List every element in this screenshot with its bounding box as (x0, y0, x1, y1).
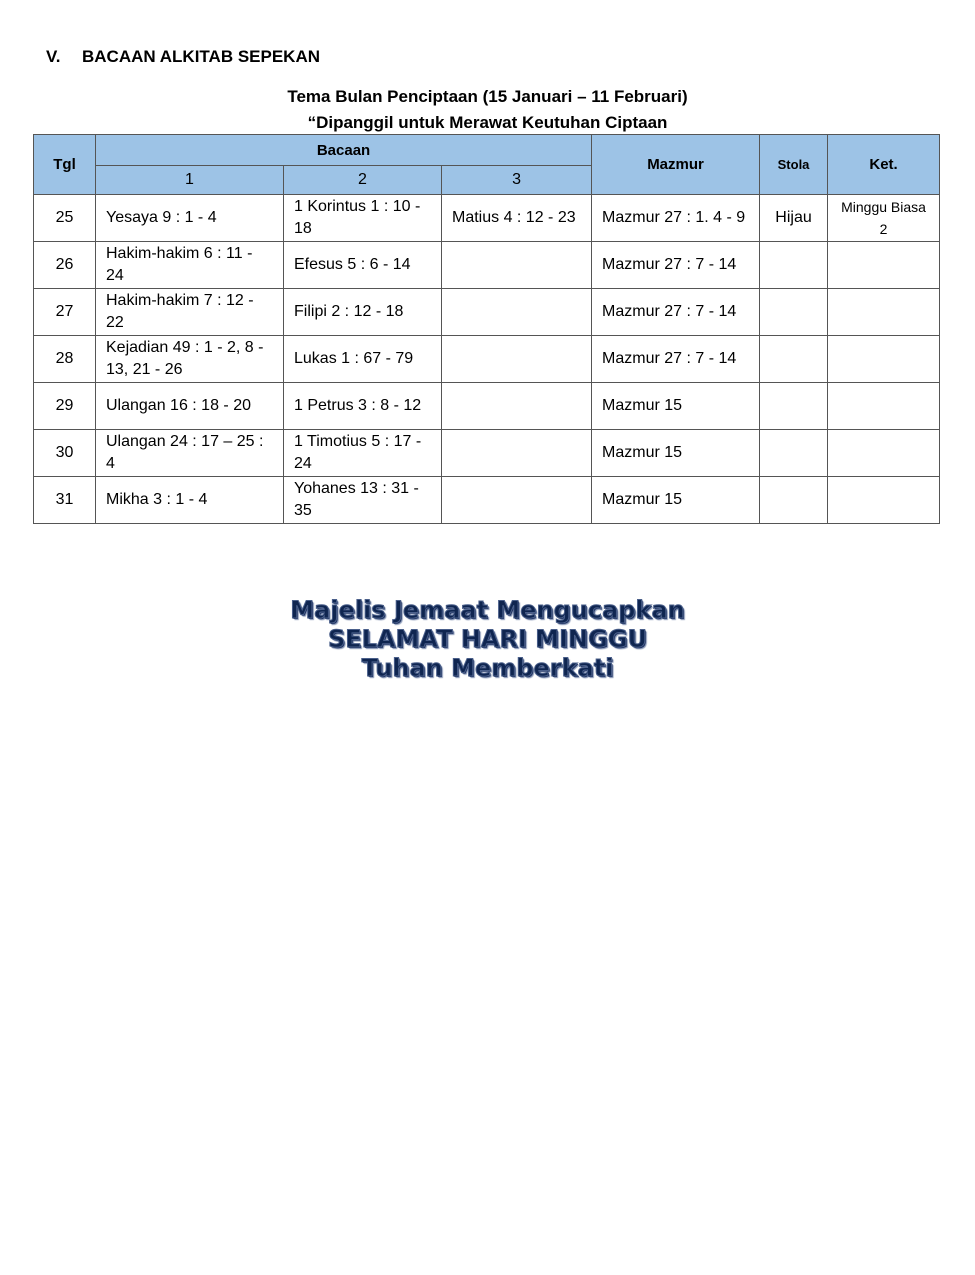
table-row (34, 477, 940, 524)
header-bacaan: Bacaan (96, 135, 592, 166)
header-tgl: Tgl (34, 135, 96, 195)
cell-bacaan-1: Hakim-hakim 6 : 11 - 24 (96, 242, 284, 289)
readings-table (33, 134, 940, 524)
cell-ket (828, 383, 940, 430)
header-bacaan-2: 2 (284, 166, 442, 195)
cell-tgl: 27 (34, 289, 96, 336)
cell-mazmur: Mazmur 27 : 7 - 14 (592, 242, 760, 289)
cell-stola (760, 477, 828, 524)
greeting-line-3: Tuhan Memberkati (361, 654, 614, 682)
cell-bacaan-2: Yohanes 13 : 31 - 35 (284, 477, 442, 524)
cell-stola (760, 289, 828, 336)
cell-ket (828, 430, 940, 477)
table-row (34, 242, 940, 289)
section-title: BACAAN ALKITAB SEPEKAN (82, 47, 320, 66)
cell-bacaan-2: 1 Korintus 1 : 10 - 18 (284, 195, 442, 242)
cell-bacaan-2: 1 Petrus 3 : 8 - 12 (284, 383, 442, 430)
table-row (34, 336, 940, 383)
cell-tgl: 25 (34, 195, 96, 242)
theme-title: Tema Bulan Penciptaan (15 Januari – 11 Februari) (287, 87, 688, 106)
cell-stola (760, 430, 828, 477)
cell-tgl: 29 (34, 383, 96, 430)
cell-stola (760, 336, 828, 383)
cell-bacaan-1: Ulangan 16 : 18 - 20 (96, 383, 284, 430)
cell-bacaan-2: Efesus 5 : 6 - 14 (284, 242, 442, 289)
cell-ket (828, 336, 940, 383)
header-stola: Stola (760, 135, 828, 195)
greeting-line-1: Majelis Jemaat Mengucapkan (290, 596, 685, 624)
header-bacaan-1: 1 (96, 166, 284, 195)
header-mazmur: Mazmur (592, 135, 760, 195)
cell-bacaan-1: Hakim-hakim 7 : 12 - 22 (96, 289, 284, 336)
table-row (34, 289, 940, 336)
cell-bacaan-3 (442, 289, 592, 336)
cell-bacaan-3 (442, 336, 592, 383)
cell-stola (760, 242, 828, 289)
cell-bacaan-1: Yesaya 9 : 1 - 4 (96, 195, 284, 242)
section-heading (46, 47, 320, 67)
greeting-line-2: SELAMAT HARI MINGGU (327, 625, 648, 653)
cell-mazmur: Mazmur 15 (592, 477, 760, 524)
section-number: V. (46, 47, 61, 66)
cell-bacaan-2: 1 Timotius 5 : 17 - 24 (284, 430, 442, 477)
cell-stola: Hijau (760, 195, 828, 242)
cell-mazmur: Mazmur 27 : 7 - 14 (592, 336, 760, 383)
cell-bacaan-3 (442, 430, 592, 477)
table-row (34, 383, 940, 430)
cell-tgl: 26 (34, 242, 96, 289)
cell-mazmur: Mazmur 27 : 1. 4 - 9 (592, 195, 760, 242)
cell-bacaan-1: Mikha 3 : 1 - 4 (96, 477, 284, 524)
cell-tgl: 30 (34, 430, 96, 477)
header-bacaan-3: 3 (442, 166, 592, 195)
cell-tgl: 31 (34, 477, 96, 524)
cell-mazmur: Mazmur 15 (592, 383, 760, 430)
cell-tgl: 28 (34, 336, 96, 383)
cell-bacaan-3 (442, 242, 592, 289)
cell-bacaan-3 (442, 383, 592, 430)
cell-bacaan-1: Ulangan 24 : 17 – 25 : 4 (96, 430, 284, 477)
cell-ket (828, 242, 940, 289)
cell-bacaan-3: Matius 4 : 12 - 23 (442, 195, 592, 242)
cell-stola (760, 383, 828, 430)
table-row (34, 430, 940, 477)
table-row (34, 195, 940, 242)
cell-bacaan-2: Lukas 1 : 67 - 79 (284, 336, 442, 383)
theme-subtitle: “Dipanggil untuk Merawat Keutuhan Ciptaan (307, 113, 668, 132)
cell-bacaan-1: Kejadian 49 : 1 - 2, 8 - 13, 21 - 26 (96, 336, 284, 383)
cell-bacaan-2: Filipi 2 : 12 - 18 (284, 289, 442, 336)
closing-greeting (0, 596, 975, 683)
cell-ket: Minggu Biasa 2 (828, 195, 940, 242)
cell-bacaan-3 (442, 477, 592, 524)
cell-mazmur: Mazmur 15 (592, 430, 760, 477)
cell-ket (828, 289, 940, 336)
cell-ket (828, 477, 940, 524)
cell-mazmur: Mazmur 27 : 7 - 14 (592, 289, 760, 336)
header-ket: Ket. (828, 135, 940, 195)
